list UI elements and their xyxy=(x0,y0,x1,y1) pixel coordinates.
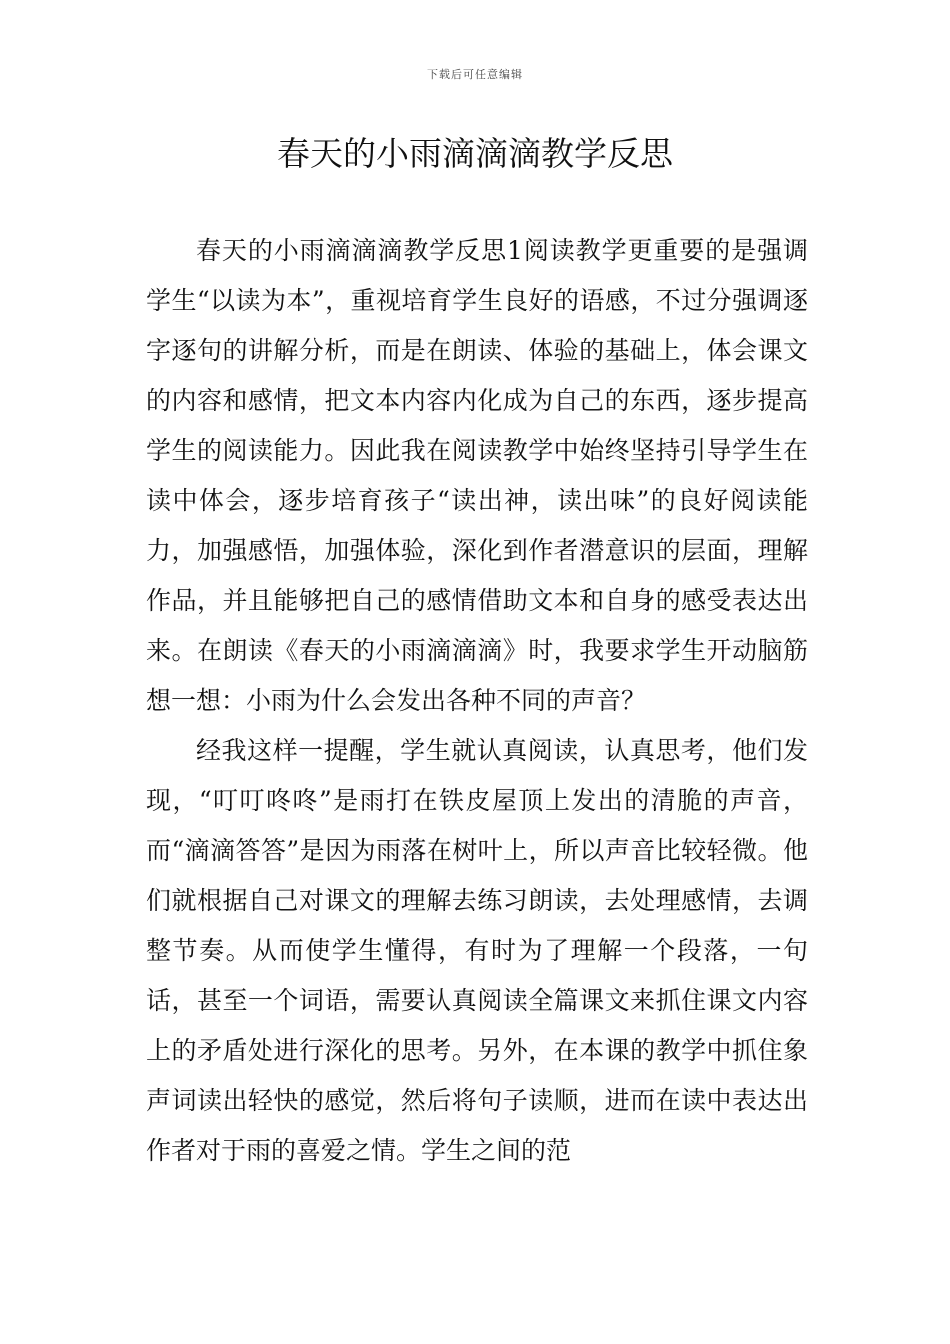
header-note: 下载后可任意编辑 xyxy=(427,68,523,81)
document-title: 春天的小雨滴滴滴教学反思 xyxy=(277,134,673,173)
document-body xyxy=(146,226,808,1176)
paragraph-2: 经我这样一提醒，学生就认真阅读，认真思考，他们发现，“叮叮咚咚”是雨打在铁皮屋顶上发出的清脆的声音，而“滴滴答答”是因为雨落在树叶上，所以声音比较轻微。他们就根据自己对课文的理解去练习朗读，去处理感情，去调整节奏。从而使学生懂得，有时为了理解一个段落，一句话，甚至一个词语，需要认真阅读全篇课文来抓住课文内容上的矛盾处进行深化的思考。另外，在本课的教学中抓住象声词读出轻快的感觉，然后将句子读顺，进而在读中表达出作者对于雨的喜爱之情。学生之间的范 xyxy=(146,736,808,1165)
paragraph-1: 春天的小雨滴滴滴教学反思1阅读教学更重要的是强调学生“以读为本”，重视培育学生良好的语感，不过分强调逐字逐句的讲解分析，而是在朗读、体验的基础上，体会课文的内容和感情，把文本内容内化成为自己的东西，逐步提高学生的阅读能力。因此我在阅读教学中始终坚持引导学生在读中体会，逐步培育孩子“读出神，读出味”的良好阅读能力，加强感悟，加强体验，深化到作者潜意识的层面，理解作品，并且能够把自己的感情借助文本和自身的感受表达出来。在朗读《春天的小雨滴滴滴》时，我要求学生开动脑筋想一想：小雨为什么会发出各种不同的声音？ xyxy=(146,236,808,715)
